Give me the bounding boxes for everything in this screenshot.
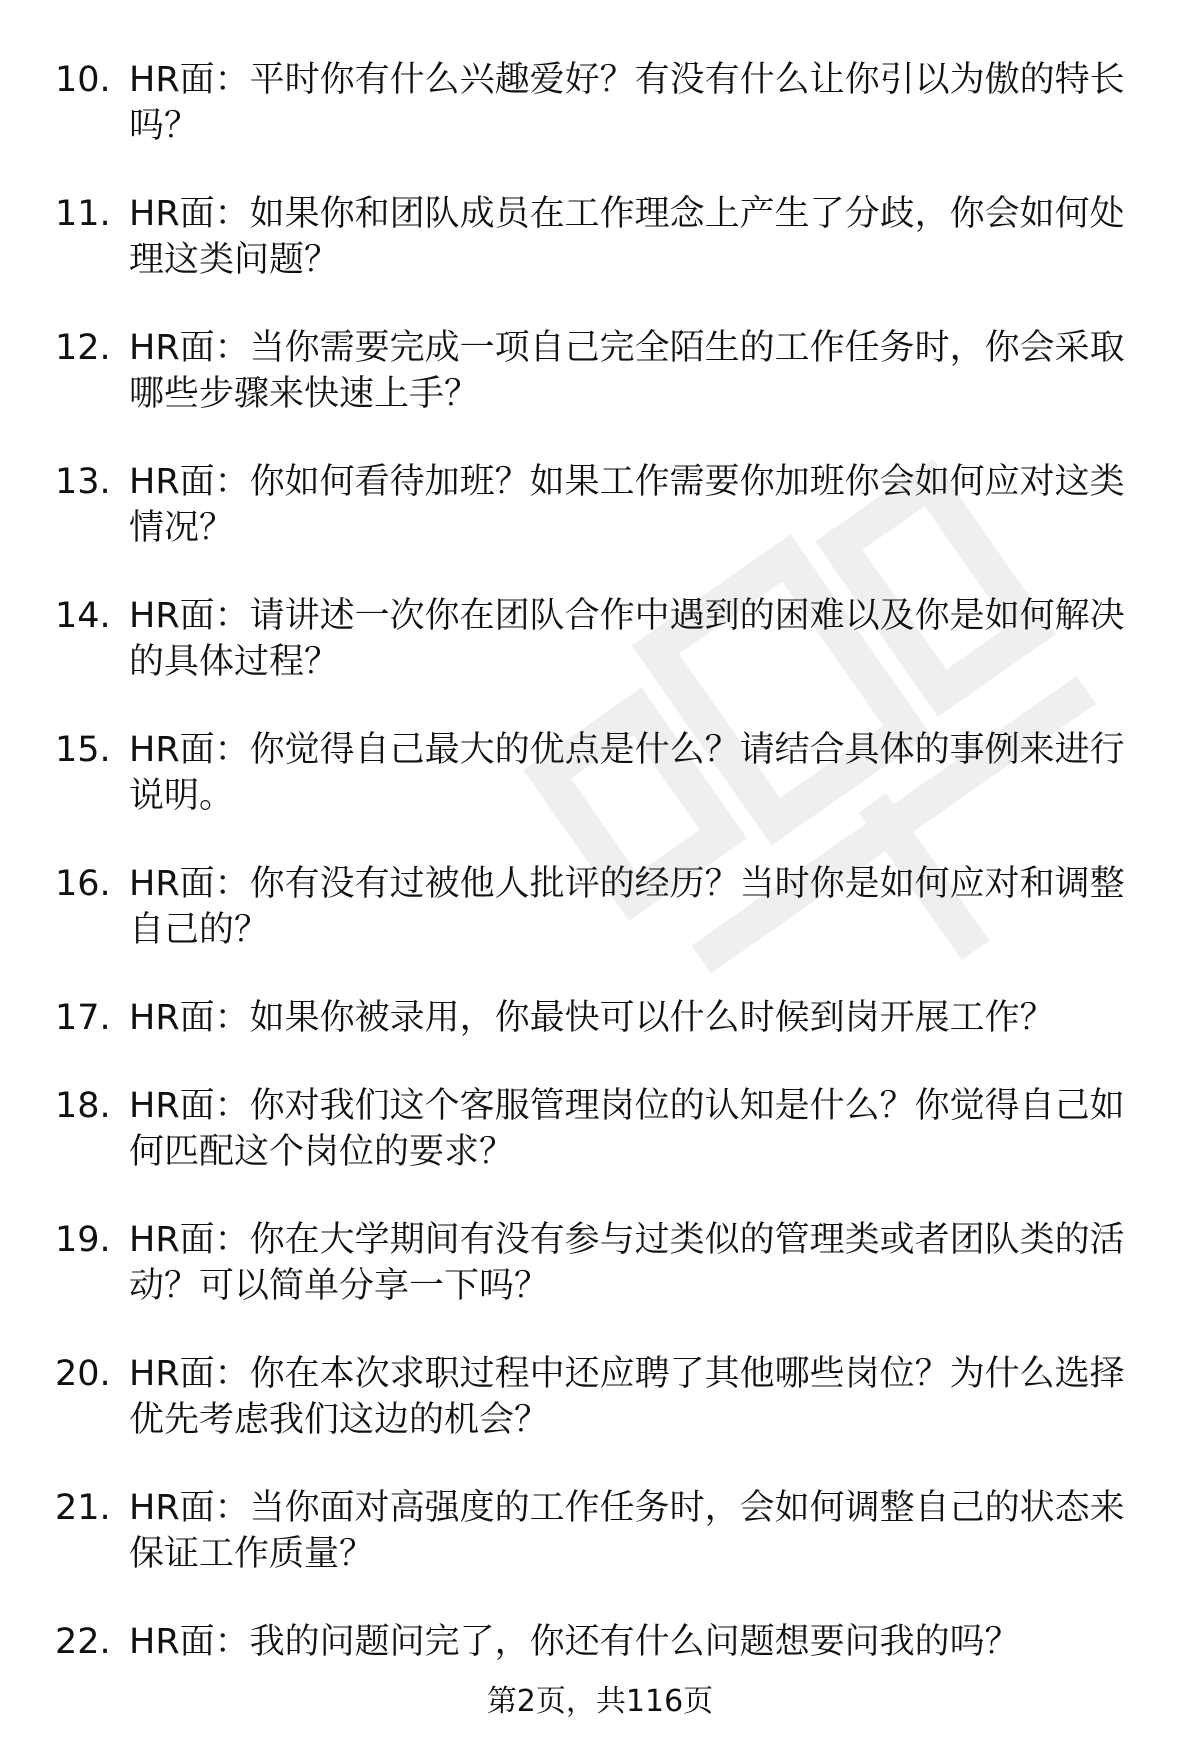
question-text: HR面：你觉得自己最大的优点是什么？请结合具体的事例来进行说明。 [129, 730, 1125, 816]
question-item-10 [55, 57, 1155, 149]
question-text: HR面：当你需要完成一项自己完全陌生的工作任务时，你会采取哪些步骤来快速上手？ [129, 328, 1125, 414]
question-number: 12. [55, 328, 111, 368]
question-item-15 [55, 727, 1155, 819]
question-number: 13. [55, 462, 111, 502]
question-text: HR面：平时你有什么兴趣爱好？有没有什么让你引以为傲的特长吗？ [129, 60, 1125, 146]
question-number: 19. [55, 1220, 111, 1260]
question-item-18 [55, 1083, 1155, 1175]
question-number: 15. [55, 730, 111, 770]
page-footer [0, 1682, 1200, 1722]
question-number: 20. [55, 1354, 111, 1394]
question-number: 17. [55, 998, 111, 1038]
question-item-22 [55, 1619, 1155, 1665]
question-text: HR面：你如何看待加班？如果工作需要你加班你会如何应对这类情况？ [129, 462, 1125, 548]
question-number: 14. [55, 596, 111, 636]
question-text: HR面：你对我们这个客服管理岗位的认知是什么？你觉得自己如何匹配这个岗位的要求？ [129, 1086, 1125, 1172]
question-item-14 [55, 593, 1155, 685]
question-text: HR面：你有没有过被他人批评的经历？当时你是如何应对和调整自己的？ [129, 864, 1125, 950]
question-number: 16. [55, 864, 111, 904]
question-item-16 [55, 861, 1155, 953]
question-text: HR面：当你面对高强度的工作任务时，会如何调整自己的状态来保证工作质量？ [129, 1488, 1125, 1574]
question-number: 21. [55, 1488, 111, 1528]
question-list [55, 57, 1155, 1707]
question-item-19 [55, 1217, 1155, 1309]
question-number: 18. [55, 1086, 111, 1126]
question-item-17 [55, 995, 1155, 1041]
question-text: HR面：你在本次求职过程中还应聘了其他哪些岗位？为什么选择优先考虑我们这边的机会？ [129, 1354, 1125, 1440]
question-item-20 [55, 1351, 1155, 1443]
question-item-13 [55, 459, 1155, 551]
question-number: 22. [55, 1622, 111, 1662]
question-item-11 [55, 191, 1155, 283]
question-text: HR面：请讲述一次你在团队合作中遇到的困难以及你是如何解决的具体过程？ [129, 596, 1125, 682]
question-item-21 [55, 1485, 1155, 1577]
question-text: HR面：如果你被录用，你最快可以什么时候到岗开展工作？ [129, 998, 1055, 1038]
question-text: HR面：我的问题问完了，你还有什么问题想要问我的吗？ [129, 1622, 1020, 1662]
question-text: HR面：如果你和团队成员在工作理念上产生了分歧，你会如何处理这类问题？ [129, 194, 1125, 280]
question-number: 11. [55, 194, 111, 234]
page-indicator: 第2页，共116页 [486, 1684, 714, 1719]
question-item-12 [55, 325, 1155, 417]
question-number: 10. [55, 60, 111, 100]
question-text: HR面：你在大学期间有没有参与过类似的管理类或者团队类的活动？可以简单分享一下吗？ [129, 1220, 1125, 1306]
